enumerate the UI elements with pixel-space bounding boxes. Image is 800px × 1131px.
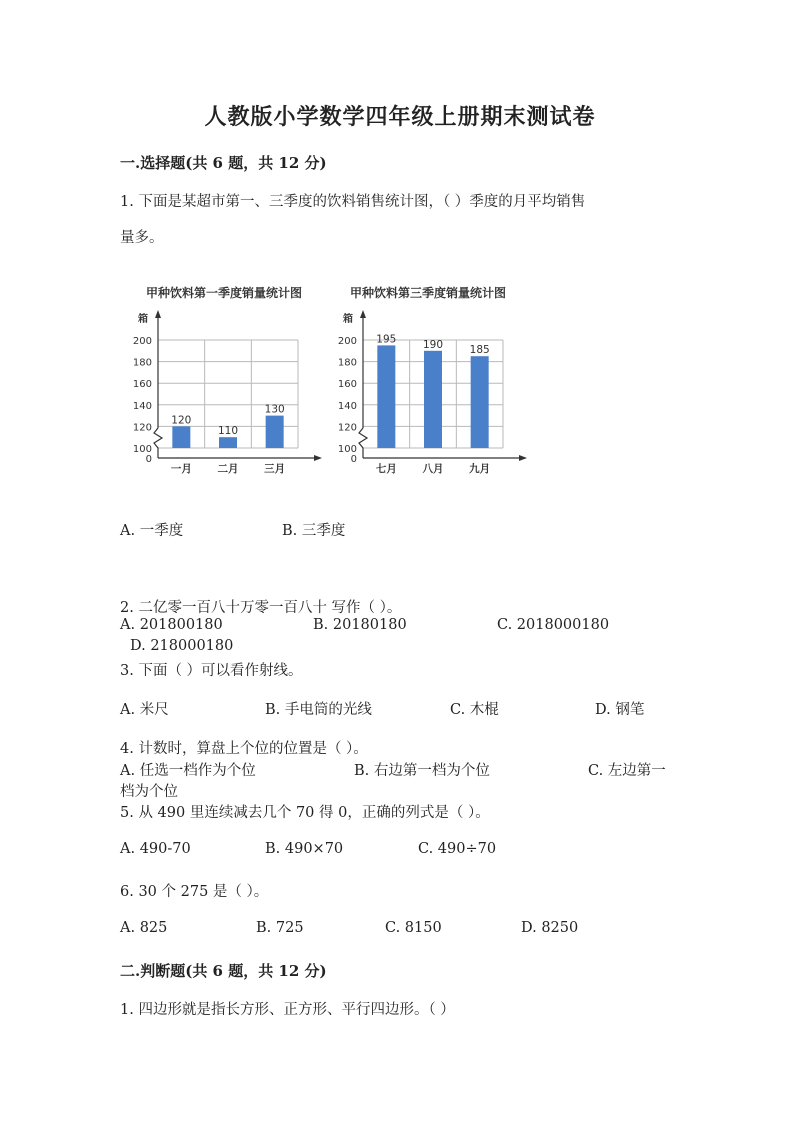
q5-stem: 5. 从 490 里连续减去几个 70 得 0，正确的列式是（ ）。 bbox=[120, 805, 490, 821]
chart2-y-tick-label: 0 bbox=[350, 454, 357, 465]
q4-option-a: A. 任选一档作为个位 bbox=[120, 763, 256, 779]
chart1-y-label: 箱 bbox=[138, 314, 148, 325]
q2-stem: 2. 二亿零一百八十万零一百八十 写作（ ）。 bbox=[120, 600, 402, 616]
chart1-title: 甲种饮料第一季度销量统计图 bbox=[146, 286, 303, 300]
chart1-data-label: 110 bbox=[217, 425, 239, 438]
q6-option-b: B. 725 bbox=[256, 920, 304, 936]
q1-stem-line1: 1. 下面是某超市第一、三季度的饮料销售统计图，（ ）季度的月平均销售 bbox=[120, 194, 586, 210]
q3-option-c: C. 木棍 bbox=[450, 702, 499, 718]
q4-stem: 4. 计数时，算盘上个位的位置是（ ）。 bbox=[120, 741, 368, 757]
q6-option-a: A. 825 bbox=[120, 920, 168, 936]
chart1-x-tick-label: 一月 bbox=[170, 463, 192, 475]
q4-option-b: B. 右边第一档为个位 bbox=[354, 763, 490, 779]
chart1-x-tick-label: 二月 bbox=[217, 463, 239, 475]
chart2-y-tick-label: 120 bbox=[337, 422, 357, 434]
j1-stem: 1. 四边形就是指长方形、正方形、平行四边形。（ ） bbox=[120, 1002, 455, 1018]
chart2-axis-break bbox=[359, 428, 367, 458]
q5-option-b: B. 490×70 bbox=[265, 841, 344, 857]
chart1-bar-1 bbox=[172, 426, 190, 448]
q5-option-c: C. 490÷70 bbox=[418, 841, 497, 857]
q6-option-c: C. 8150 bbox=[385, 920, 442, 936]
chart2-x-tick-label: 七月 bbox=[375, 463, 397, 475]
chart2-data-label: 190 bbox=[422, 338, 444, 351]
q6-stem: 6. 30 个 275 是（ ）。 bbox=[120, 884, 269, 900]
chart1-y-tick-label: 180 bbox=[132, 357, 152, 369]
chart2-bar-2 bbox=[424, 351, 442, 448]
q3-option-d: D. 钢笔 bbox=[595, 702, 645, 718]
q5-option-a: A. 490-70 bbox=[120, 841, 191, 857]
q6-option-d: D. 8250 bbox=[521, 920, 579, 936]
q4-option-c-continued: 档为个位 bbox=[120, 784, 178, 800]
chart1-x-arrow bbox=[314, 455, 322, 461]
chart2-x-tick-label: 八月 bbox=[422, 463, 444, 475]
chart1-y-arrow bbox=[155, 310, 161, 318]
section-heading-judgement: 二.判断题(共 6 题，共 12 分) bbox=[120, 962, 327, 980]
chart1-data-label: 120 bbox=[171, 414, 192, 427]
q1-option-b: B. 三季度 bbox=[282, 523, 346, 539]
q2-option-d: D. 218000180 bbox=[130, 638, 234, 654]
q3-stem: 3. 下面（ ）可以看作射线。 bbox=[120, 663, 303, 679]
q2-option-a: A. 201800180 bbox=[120, 617, 223, 633]
chart-first-quarter bbox=[120, 300, 330, 475]
chart2-data-label: 185 bbox=[469, 344, 490, 357]
chart2-bar-1 bbox=[377, 345, 395, 448]
chart1-y-tick-label: 120 bbox=[132, 422, 152, 434]
chart1-bar-2 bbox=[219, 437, 237, 448]
chart2-y-tick-label: 180 bbox=[337, 357, 357, 369]
chart2-y-tick-label: 140 bbox=[337, 400, 357, 412]
q4-option-c: C. 左边第一 bbox=[588, 763, 666, 779]
q3-option-a: A. 米尺 bbox=[120, 702, 169, 718]
chart1-data-label: 130 bbox=[264, 403, 285, 416]
chart2-y-tick-label: 200 bbox=[337, 336, 357, 347]
chart1-bar-3 bbox=[266, 416, 284, 448]
page-title: 人教版小学数学四年级上册期末测试卷 bbox=[204, 104, 596, 130]
q1-stem-line2: 量多。 bbox=[120, 230, 164, 246]
chart1-y-tick-label: 140 bbox=[132, 400, 152, 412]
chart2-x-arrow bbox=[519, 455, 527, 461]
chart2-data-label: 195 bbox=[376, 333, 397, 346]
chart2-y-arrow bbox=[360, 310, 366, 318]
chart2-x-tick-label: 九月 bbox=[469, 463, 491, 475]
q3-option-b: B. 手电筒的光线 bbox=[265, 702, 372, 718]
q2-option-c: C. 2018000180 bbox=[497, 617, 610, 633]
chart2-y-tick-label: 100 bbox=[337, 444, 357, 455]
chart-third-quarter bbox=[325, 300, 535, 475]
chart1-y-tick-label: 0 bbox=[145, 454, 152, 465]
chart1-y-tick-label: 160 bbox=[132, 379, 152, 391]
chart2-y-label: 箱 bbox=[343, 314, 353, 325]
section-heading-choice: 一.选择题(共 6 题，共 12 分) bbox=[120, 154, 327, 172]
chart2-y-tick-label: 160 bbox=[337, 379, 357, 391]
chart2-title: 甲种饮料第三季度销量统计图 bbox=[350, 286, 507, 300]
chart1-y-tick-label: 200 bbox=[132, 336, 152, 347]
chart1-axis-break bbox=[154, 428, 162, 458]
chart2-bar-3 bbox=[471, 356, 489, 448]
chart1-y-tick-label: 100 bbox=[132, 444, 152, 455]
q1-option-a: A. 一季度 bbox=[120, 523, 184, 539]
chart1-x-tick-label: 三月 bbox=[264, 463, 286, 475]
q2-option-b: B. 20180180 bbox=[313, 617, 407, 633]
